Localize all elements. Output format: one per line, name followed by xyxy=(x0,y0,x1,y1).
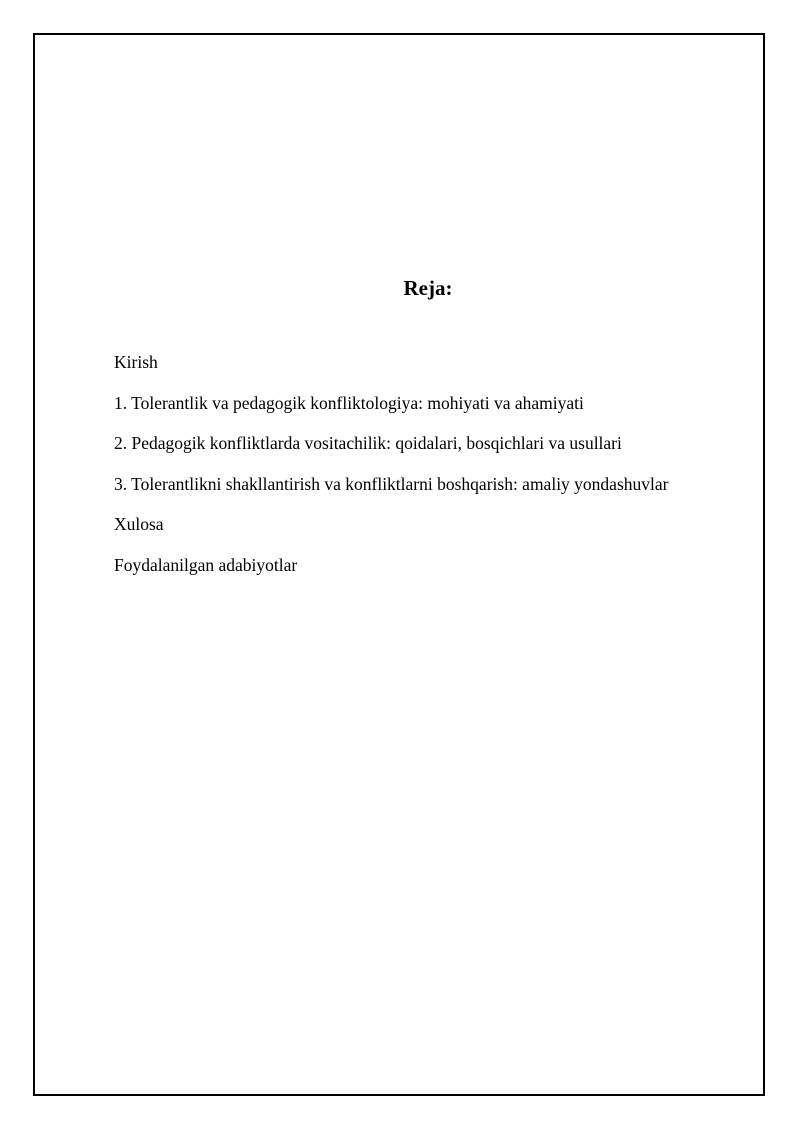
toc-item-conclusion: Xulosa xyxy=(114,514,164,534)
toc-item-references: Foydalanilgan adabiyotlar xyxy=(114,554,298,575)
toc-item-introduction: Kirish xyxy=(114,352,158,372)
toc-item-chapter-3: 3. Tolerantlikni shakllantirish va konfliktlarni boshqarish: amaliy yondashuvlar xyxy=(114,473,669,494)
table-of-contents xyxy=(114,350,668,593)
page-title: Reja: xyxy=(403,276,453,300)
toc-item-chapter-1: 1. Tolerantlik va pedagogik konfliktologiya: mohiyati va ahamiyati xyxy=(114,392,584,413)
toc-item-chapter-2: 2. Pedagogik konfliktlarda vositachilik: qoidalari, bosqichlari va usullari xyxy=(114,433,622,453)
